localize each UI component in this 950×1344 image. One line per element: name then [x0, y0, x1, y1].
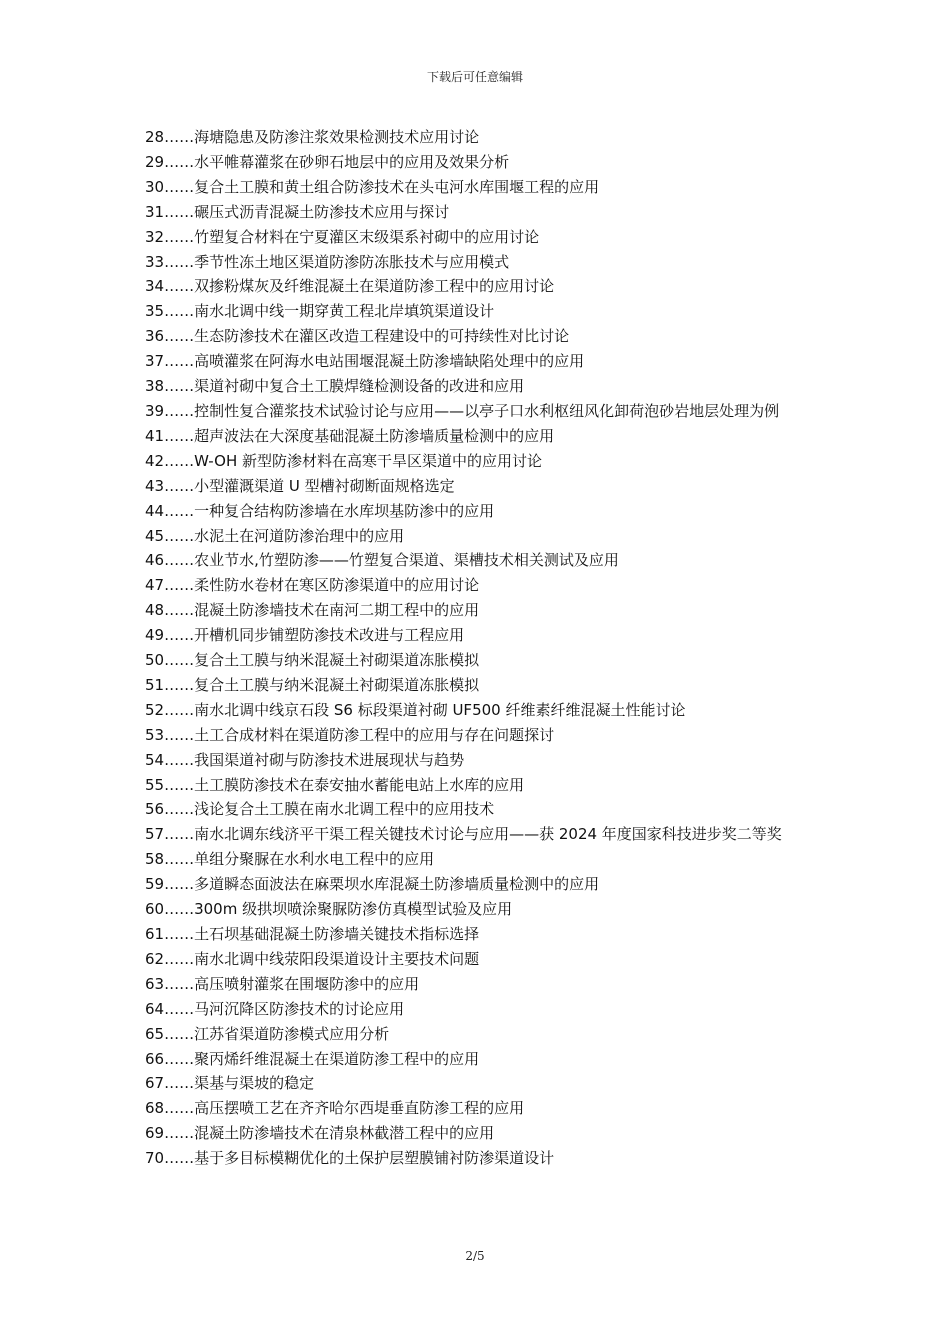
toc-entry: 48……混凝土防渗墙技术在南河二期工程中的应用	[145, 601, 480, 620]
toc-entry: 28……海塘隐患及防渗注浆效果检测技术应用讨论	[145, 128, 480, 146]
toc-entry: 56……浅论复合土工膜在南水北调工程中的应用技术	[145, 800, 495, 819]
toc-entry: 46……农业节水,竹塑防渗——竹塑复合渠道、渠槽技术相关测试及应用	[145, 551, 619, 570]
toc-entry: 54……我国渠道衬砌与防渗技术进展现状与趋势	[145, 750, 465, 769]
toc-entry: 51……复合土工膜与纳米混凝土衬砌渠道冻胀模拟	[145, 675, 480, 694]
toc-entry: 65……江苏省渠道防渗模式应用分析	[145, 1024, 390, 1043]
toc-entry: 59……多道瞬态面波法在麻栗坝水库混凝土防渗墙质量检测中的应用	[145, 875, 600, 894]
toc-entry: 58……单组分聚脲在水利水电工程中的应用	[145, 850, 435, 869]
toc-entry: 64……马河沉降区防渗技术的讨论应用	[145, 999, 405, 1018]
toc-entry: 47……柔性防水卷材在寒区防渗渠道中的应用讨论	[145, 576, 480, 595]
toc-entry: 42……W-OH 新型防渗材料在高寒干旱区渠道中的应用讨论	[145, 451, 542, 470]
toc-entry: 52……南水北调中线京石段 S6 标段渠道衬砌 UF500 纤维素纤维混凝土性能讨论	[145, 700, 686, 719]
toc-entry: 37……高喷灌浆在阿海水电站围堰混凝土防渗墙缺陷处理中的应用	[145, 352, 585, 371]
toc-entry: 53……土工合成材料在渠道防渗工程中的应用与存在问题探讨	[145, 725, 555, 744]
toc-entry: 33……季节性冻土地区渠道防渗防冻胀技术与应用模式	[145, 252, 510, 271]
toc-entry: 39……控制性复合灌浆技术试验讨论与应用——以亭子口水利枢纽风化卸荷泡砂岩地层处理为例	[145, 401, 780, 420]
page-number: 2/5	[465, 1249, 485, 1263]
toc-entry: 34……双掺粉煤灰及纤维混凝土在渠道防渗工程中的应用讨论	[145, 277, 555, 296]
toc-entry: 70……基于多目标模糊优化的土保护层塑膜铺衬防渗渠道设计	[145, 1149, 555, 1168]
toc-entry: 38……渠道衬砌中复合土工膜焊缝检测设备的改进和应用	[145, 377, 525, 396]
toc-entry: 50……复合土工膜与纳米混凝土衬砌渠道冻胀模拟	[145, 651, 480, 670]
toc-entry: 32……竹塑复合材料在宁夏灌区末级渠系衬砌中的应用讨论	[145, 227, 540, 246]
toc-entry: 55……土工膜防渗技术在泰安抽水蓄能电站上水库的应用	[145, 775, 525, 794]
toc-entry: 66……聚丙烯纤维混凝土在渠道防渗工程中的应用	[145, 1049, 480, 1068]
toc-entry: 30……复合土工膜和黄土组合防渗技术在头屯河水库围堰工程的应用	[145, 177, 600, 196]
toc-entry: 68……高压摆喷工艺在齐齐哈尔西堤垂直防渗工程的应用	[145, 1099, 525, 1118]
toc-entry: 67……渠基与渠坡的稳定	[145, 1074, 315, 1093]
toc-entry: 36……生态防渗技术在灌区改造工程建设中的可持续性对比讨论	[145, 327, 570, 346]
page-header: 下载后可任意编辑	[426, 70, 523, 84]
toc-entry: 45……水泥土在河道防渗治理中的应用	[145, 526, 405, 545]
table-of-contents	[145, 125, 810, 1171]
toc-entry: 29……水平帷幕灌浆在砂卵石地层中的应用及效果分析	[145, 152, 510, 171]
toc-entry: 49……开槽机同步铺塑防渗技术改进与工程应用	[145, 626, 465, 645]
toc-entry: 31……碾压式沥青混凝土防渗技术应用与探讨	[145, 202, 450, 221]
toc-entry: 60……300m 级拱坝喷涂聚脲防渗仿真模型试验及应用	[145, 900, 513, 919]
toc-entry: 69……混凝土防渗墙技术在清泉林截潜工程中的应用	[145, 1124, 495, 1143]
toc-entry: 61……土石坝基础混凝土防渗墙关键技术指标选择	[145, 925, 480, 943]
toc-entry: 63……高压喷射灌浆在围堰防渗中的应用	[145, 974, 420, 993]
toc-entry: 43……小型灌溉渠道 U 型槽衬砌断面规格选定	[145, 476, 455, 495]
toc-entry: 35……南水北调中线一期穿黄工程北岸填筑渠道设计	[145, 302, 495, 321]
toc-entry: 41……超声波法在大深度基础混凝土防渗墙质量检测中的应用	[145, 426, 555, 445]
toc-entry: 44……一种复合结构防渗墙在水库坝基防渗中的应用	[145, 501, 495, 520]
toc-entry: 62……南水北调中线荥阳段渠道设计主要技术问题	[145, 949, 480, 968]
toc-entry: 57……南水北调东线济平干渠工程关键技术讨论与应用——获 2024 年度国家科技进步奖二等奖	[145, 825, 782, 844]
